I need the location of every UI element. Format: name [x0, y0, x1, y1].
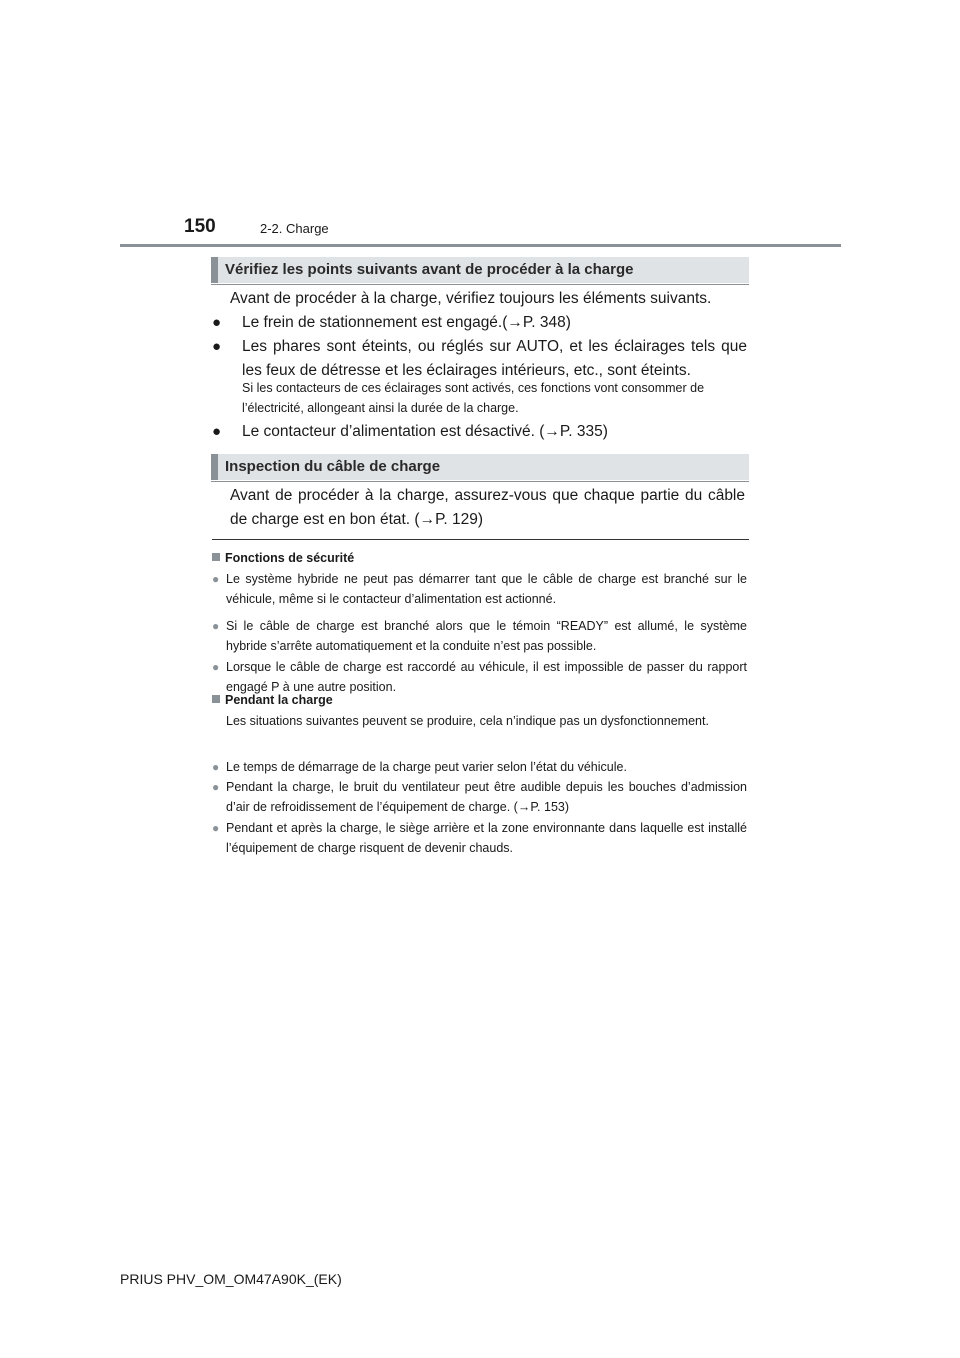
bullet-icon: ● — [212, 338, 222, 355]
note-heading-safety: Fonctions de sécurité — [212, 549, 354, 567]
note-heading-during-charge: Pendant la charge — [212, 691, 333, 709]
section-heading-cable-inspection: Inspection du câble de charge — [211, 454, 749, 480]
section-divider — [212, 539, 749, 540]
bullet-icon: ● — [212, 572, 220, 586]
chapter-title: 2-2. Charge — [260, 221, 329, 236]
square-bullet-icon — [212, 553, 220, 561]
cable-inspection-text: Avant de procéder à la charge, assurez-vous que chaque partie du câble de charge est en bon état. (→P. 129) — [230, 487, 745, 528]
section-heading-verification: Vérifiez les points suivants avant de procéder à la charge — [211, 257, 749, 283]
bullet-icon: ● — [212, 821, 220, 835]
document-code: PRIUS PHV_OM_OM47A90K_(EK) — [120, 1271, 342, 1287]
during-charge-intro: Les situations suivantes peuvent se produire, cela n’indique pas un dysfonctionnement. — [226, 714, 709, 728]
lights-note: Si les contacteurs de ces éclairages sont activés, ces fonctions vont consommer de l’électricité, allongeant ainsi la durée de la charge. — [242, 381, 705, 415]
bullet-icon: ● — [212, 780, 220, 794]
bullet-icon: ● — [212, 660, 220, 674]
bullet-icon: ● — [212, 619, 220, 633]
bullet-icon: ● — [212, 760, 220, 774]
bullet-icon: ● — [212, 314, 222, 331]
square-bullet-icon — [212, 695, 220, 703]
section-intro: Avant de procéder à la charge, vérifiez toujours les éléments suivants. — [230, 290, 712, 307]
bullet-icon: ● — [212, 423, 222, 440]
page-number: 150 — [184, 216, 216, 237]
header-rule — [120, 244, 841, 247]
